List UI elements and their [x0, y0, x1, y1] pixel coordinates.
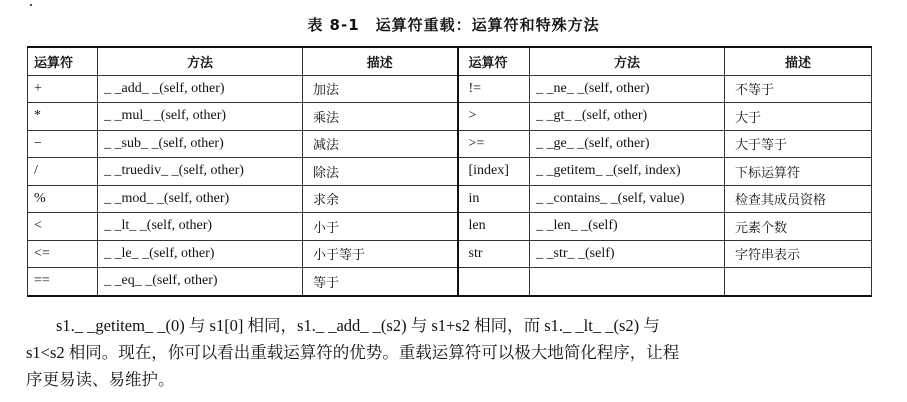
- cell-operator: %: [28, 185, 98, 213]
- header-operator: 运算符: [28, 47, 98, 75]
- cell-method-2: _ _ne_ _(self, other): [530, 75, 725, 103]
- paragraph-line: s1._ _getitem_ _(0) 与 s1[0] 相同，s1._ _add_ _(s2) 与 s1+s2 相同，而 s1._ _lt_ _(s2) 与: [56, 316, 660, 335]
- table-row: [28, 213, 872, 241]
- table-row: [28, 75, 872, 103]
- cell-operator-2: >: [458, 103, 530, 131]
- cell-method-2: _ _ge_ _(self, other): [530, 130, 725, 158]
- cell-description: 求余: [303, 185, 458, 213]
- cell-description: 小于等于: [303, 240, 458, 268]
- paragraph-line: s1<s2 相同。现在，你可以看出重载运算符的优势。重载运算符可以极大地简化程序，让程: [26, 343, 680, 362]
- cell-description-2: 元素个数: [725, 213, 872, 241]
- table-row: [28, 130, 872, 158]
- cell-description: 小于: [303, 213, 458, 241]
- cell-method: _ _mul_ _(self, other): [98, 103, 303, 131]
- table-row: [28, 158, 872, 186]
- cell-operator: <: [28, 213, 98, 241]
- cell-method-2: _ _contains_ _(self, value): [530, 185, 725, 213]
- cell-method: _ _le_ _(self, other): [98, 240, 303, 268]
- cell-description: 加法: [303, 75, 458, 103]
- table-row: [28, 240, 872, 268]
- header-operator-2: 运算符: [458, 47, 530, 75]
- header-method-2: 方法: [530, 47, 725, 75]
- cell-description-2: 大于: [725, 103, 872, 131]
- cell-description-2: [725, 268, 872, 296]
- table-header-row: [28, 47, 872, 75]
- cell-operator-2: >=: [458, 130, 530, 158]
- cell-method: _ _truediv_ _(self, other): [98, 158, 303, 186]
- cell-operator: *: [28, 103, 98, 131]
- cell-method-2: _ _str_ _(self): [530, 240, 725, 268]
- header-description: 描述: [303, 47, 458, 75]
- cell-operator-2: str: [458, 240, 530, 268]
- table-row: [28, 185, 872, 213]
- cell-method: _ _eq_ _(self, other): [98, 268, 303, 296]
- cell-operator: −: [28, 130, 98, 158]
- cell-description-2: 检查其成员资格: [725, 185, 872, 213]
- cell-description-2: 字符串表示: [725, 240, 872, 268]
- cell-method-2: _ _len_ _(self): [530, 213, 725, 241]
- cell-operator-2: !=: [458, 75, 530, 103]
- cell-description: 除法: [303, 158, 458, 186]
- cell-method: _ _lt_ _(self, other): [98, 213, 303, 241]
- header-description-2: 描述: [725, 47, 872, 75]
- cell-method-2: [530, 268, 725, 296]
- cell-method-2: _ _gt_ _(self, other): [530, 103, 725, 131]
- cell-method: _ _mod_ _(self, other): [98, 185, 303, 213]
- cell-method-2: _ _getitem_ _(self, index): [530, 158, 725, 186]
- cell-description-2: 大于等于: [725, 130, 872, 158]
- header-method: 方法: [98, 47, 303, 75]
- cell-description-2: 不等于: [725, 75, 872, 103]
- table-row: [28, 103, 872, 131]
- cell-operator-2: in: [458, 185, 530, 213]
- cell-operator-2: [458, 268, 530, 296]
- cell-operator: +: [28, 75, 98, 103]
- cell-operator-2: [index]: [458, 158, 530, 186]
- cell-method: _ _add_ _(self, other): [98, 75, 303, 103]
- cell-description: 等于: [303, 268, 458, 296]
- operator-table: [27, 46, 872, 297]
- table-row: [28, 268, 872, 296]
- cell-method: _ _sub_ _(self, other): [98, 130, 303, 158]
- cell-operator: ==: [28, 268, 98, 296]
- cell-description: 减法: [303, 130, 458, 158]
- scan-speck: [30, 4, 32, 6]
- paragraph-line: 序更易读、易维护。: [26, 370, 175, 389]
- table-caption: 表 8-1 运算符重载：运算符和特殊方法: [307, 16, 600, 34]
- cell-description: 乘法: [303, 103, 458, 131]
- cell-operator-2: len: [458, 213, 530, 241]
- cell-operator: <=: [28, 240, 98, 268]
- cell-operator: /: [28, 158, 98, 186]
- body-paragraph: [26, 312, 872, 393]
- cell-description-2: 下标运算符: [725, 158, 872, 186]
